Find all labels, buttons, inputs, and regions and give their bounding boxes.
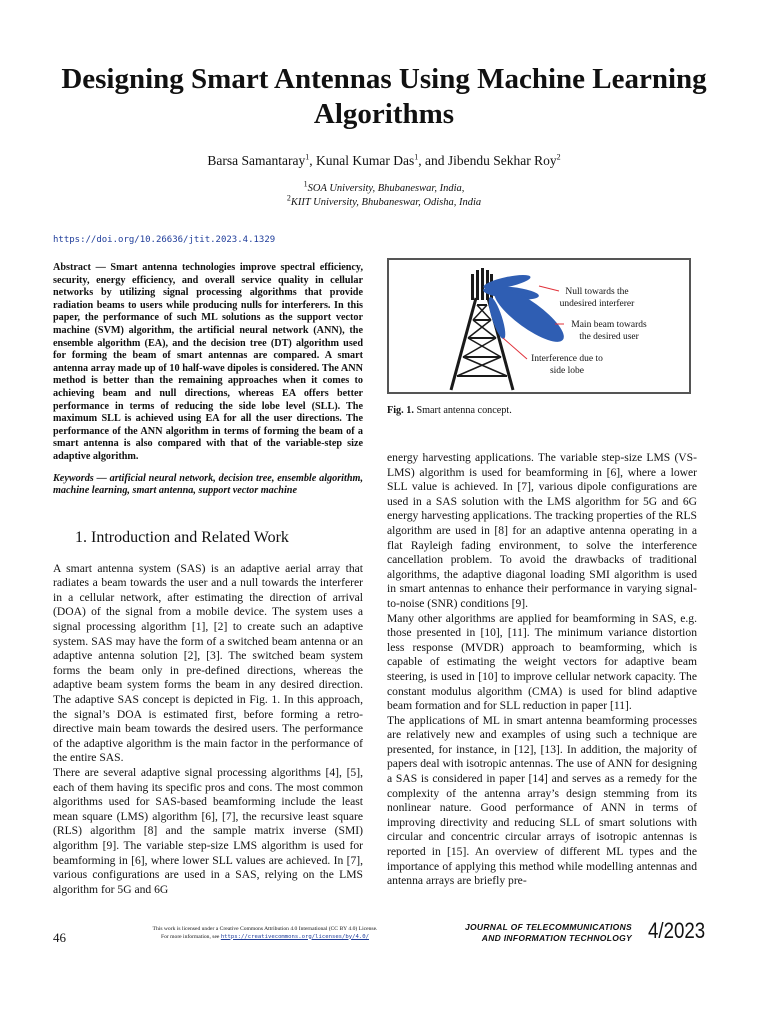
affiliation-text: SOA University, Bhubaneswar, India, — [307, 183, 465, 194]
keywords: Keywords — artificial neural network, decision tree, ensemble algorithm, machine learning, smart antenna, support vector machine — [53, 472, 363, 497]
author-list — [60, 152, 708, 170]
side-lobe-label-line1: Interference due to — [531, 354, 603, 364]
affiliation-number: 1 — [303, 179, 308, 189]
affiliation-text: KIIT University, Bhubaneswar, Odisha, India — [290, 197, 482, 208]
author-name: Barsa Samantaray — [207, 153, 306, 168]
paper-title: Designing Smart Antennas Using Machine Learning Algorithms — [61, 63, 707, 130]
author-separator: , — [309, 153, 316, 168]
journal-name-line: JOURNAL OF TELECOMMUNICATIONS — [464, 922, 632, 932]
body-paragraph: The applications of ML in smart antenna beamforming processes are relatively new and examples of using such a technique are presented, for instance, in [12], [13]. In addition, the majority of papers deal with isotropic antennas. The use of ANN for designing a SAS is considered in paper [14] and serves as a remedy for the complexity of the antenna array’s design stemming from its nonlinear nature. Good performance of ANN in terms of improving directivity and reducing SLL of smart solutions with circular and concentric circular arrays of isotropic antennas is reported in [15]. An overview of different ML types and the importance of applying this method while modelling antennas and antenna arrays are briefly pre- — [387, 713, 697, 888]
affiliation-line — [60, 193, 708, 210]
side-lobe-label-line2: side lobe — [549, 366, 585, 376]
affiliations — [60, 179, 708, 210]
journal-name — [440, 922, 632, 944]
tower-icon — [451, 298, 513, 390]
author-separator: , and — [418, 153, 448, 168]
license-line: This work is licensed under a Creative Commons Attribution 4.0 International (CC BY 4.0) License. — [152, 926, 378, 932]
left-column — [53, 262, 363, 897]
page-number: 46 — [53, 930, 66, 945]
null-label-line1: Null towards the — [565, 287, 629, 297]
main-beam-label-line1: Main beam towards — [571, 320, 647, 330]
author-affiliation-mark: 1 — [305, 152, 310, 162]
section-heading: 1. Introduction and Related Work — [75, 528, 289, 546]
license-notice — [100, 926, 430, 941]
journal-name-line: AND INFORMATION TECHNOLOGY — [481, 933, 632, 943]
right-column — [387, 258, 697, 889]
figure-caption — [387, 404, 697, 417]
author-affiliation-mark: 2 — [556, 152, 561, 162]
issue-number: 4/2023 — [648, 918, 706, 943]
body-paragraph: energy harvesting applications. The variable step-size LMS (VS-LMS) algorithm is used for beamforming in [6], where a lower SLL value is achieved. In [7], various dipole configurations are used in a SAS solution with the LMS algorithm for 5G and 6G energy harvesting applications. The tracking properties of the RLS algorithm are used in [8] for an adaptive antenna operating in a flat Rayleigh fading environment, to solve the interference cancellation problem. To avoid the drawbacks of traditional algorithms, the adaptive diagonal loading SMI algorithm is used in smart antennas to enhance their performance in varying signal-to-noise (SNR) conditions [9]. — [387, 451, 697, 610]
affiliation-line — [60, 179, 708, 196]
smart-antenna-diagram — [389, 260, 689, 392]
main-beam-label-line2: the desired user — [579, 332, 639, 342]
doi-link[interactable]: https://doi.org/10.26636/jtit.2023.4.1329 — [53, 235, 276, 245]
abstract: Abstract — Smart antenna technologies improve spectral efficiency, security, energy efficiency, and overall service quality in cellular networks by utilizing signal processing algorithms that provide radiation beams to users while producing nulls for interferers. In this paper, the performance of such ML solutions as the support vector machine (SVM) algorithm, the artificial neural network (ANN), the ensemble algorithm (EA), and the decision tree (DT) algorithm used for forming the beam of smart antennas are compared. A smart antenna array made up of 10 half-wave dipoles is considered. The ANN method is better than the remaining approaches when it comes to achieving beam and null directions, whereas EA offers better performance in terms of reducing the side lobe level (SLL). The maximum SLL is achieved using EA for all the user directions. The performance of the ANN algorithm in terms of forming the beam of a smart antenna is also compared with that of the variable-step size adaptive algorithm. — [53, 262, 363, 462]
body-paragraph: There are several adaptive signal processing algorithms [4], [5], each of them having its specific pros and cons. The most common algorithms used for SAS-based beamforming include the least mean square (LMS) algorithm [6], [7], the recursive least square (RLS) algorithm [8] and the sample matrix inverse (SMI) algorithm [9]. The variable step-size LMS algorithm is used for beamforming in [6], where lower SLL values are achieved. In [7], various configurations are used in a SAS, relying on the LMS algorithm for 5G and 6G — [53, 766, 363, 896]
body-paragraph: Many other algorithms are applied for beamforming in SAS, e.g. those presented in [10], [11]. The minimum variance distortion less response (MVDR) approach to beamforming, which is capable of estimating the weight vectors for adaptive beam steering, is used in [10] to improve cellular network capacity. The constant modulus algorithm (CMA) is used for blind adaptive beam formation and for SLL reduction in paper [11]. — [387, 611, 697, 713]
license-prefix: For more information, see — [161, 933, 221, 940]
figure-caption-text: Smart antenna concept. — [416, 405, 512, 416]
author-name: Kunal Kumar Das — [315, 153, 415, 168]
figure-1-frame — [387, 258, 691, 394]
license-line — [100, 934, 430, 942]
body-paragraph: A smart antenna system (SAS) is an adaptive aerial array that radiates a beam towards the user and a null towards the interferer in a cellular network, after estimating the direction of arrival (DOA) of the signal from a mobile device. The system uses a signal processing algorithm [1], [2] to create such an adaptive system. SAS may have the form of a switched beam antenna or an adaptive antenna solution [2], [3]. The switched beam system forms the beam only in pre-defined directions, whereas the adaptive beam system forms the beam in any desired direction. The adaptive SAS concept is depicted in Fig. 1. In this approach, the signal’s DOA is estimated first, before forming a retro-directive main beam towards the desired users. The performance of the adaptive algorithm is the main factor in the performance of the entire SAS. — [53, 561, 363, 765]
affiliation-number: 2 — [286, 193, 291, 203]
author-affiliation-mark: 1 — [414, 152, 419, 162]
right-body — [387, 451, 697, 889]
author-name: Jibendu Sekhar Roy — [447, 153, 557, 168]
license-link[interactable]: https://creativecommons.org/licenses/by/4.0/ — [220, 933, 369, 940]
null-label-line2: undesired interferer — [559, 299, 635, 309]
figure-caption-label: Fig. 1. — [387, 405, 414, 416]
